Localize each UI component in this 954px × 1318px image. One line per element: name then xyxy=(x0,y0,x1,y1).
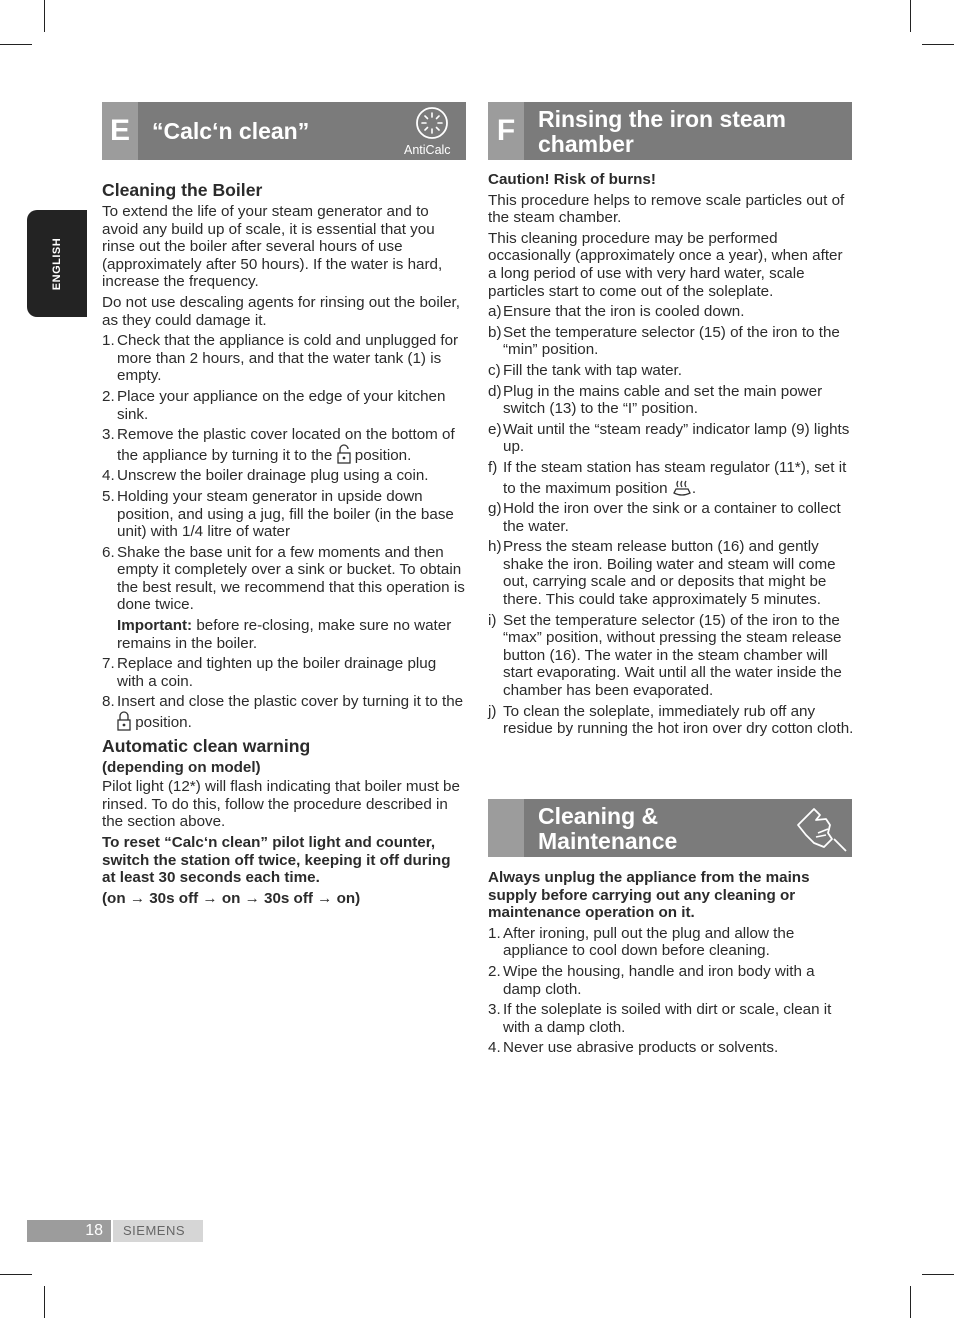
list-item xyxy=(102,332,466,385)
step-text: Set the temperature selector (15) of the iron to the “max” position, without pressing the steam release button (16). The water in the steam chamber will start evaporating. Wait until all the water inside the chamber has been evaporated. xyxy=(503,611,842,700)
list-item xyxy=(102,388,466,423)
cleaning-maintenance-letter-block xyxy=(488,799,524,857)
step-number: 1. xyxy=(488,924,501,942)
section-f-para1: This procedure helps to remove scale particles out of the steam chamber. xyxy=(488,191,845,227)
list-item xyxy=(488,500,854,535)
step-number: 2. xyxy=(488,962,501,980)
step-text: Hold the iron over the sink or a container to collect the water. xyxy=(503,500,841,535)
cleaning-maintenance-header xyxy=(488,799,852,857)
section-f-header xyxy=(488,102,852,160)
max-steam-icon xyxy=(672,477,692,497)
list-item xyxy=(488,1001,854,1036)
list-item xyxy=(102,544,466,653)
step-number: 2. xyxy=(102,387,115,405)
auto-clean-heading: Automatic clean warning xyxy=(102,735,311,756)
hand-wiping-icon xyxy=(794,803,848,853)
list-item xyxy=(102,488,466,541)
brand-label: SIEMENS xyxy=(123,1223,186,1238)
reset-sequence: (on → 30s off → on → 30s off → on) xyxy=(102,889,361,907)
important-label: Important: xyxy=(117,617,193,635)
list-item xyxy=(488,459,854,497)
section-e-body xyxy=(102,180,466,910)
step-text-after: . xyxy=(691,479,697,497)
list-item xyxy=(488,324,854,359)
section-f-body xyxy=(488,171,854,741)
brand-box xyxy=(113,1220,203,1242)
section-e-title: “Calc‘n clean” xyxy=(152,118,310,144)
maintenance-steps xyxy=(488,925,854,1057)
step-text-after: position. xyxy=(135,714,192,732)
list-item xyxy=(488,963,854,998)
step-number: 3. xyxy=(102,426,115,444)
step-text: Place your appliance on the edge of your kitchen sink. xyxy=(117,387,446,423)
step-number: 6. xyxy=(102,543,115,561)
step-letter: i) xyxy=(488,611,497,629)
step-text: Fill the tank with tap water. xyxy=(503,361,682,379)
list-item xyxy=(102,655,466,690)
crop-mark xyxy=(44,0,45,32)
list-item xyxy=(102,693,466,731)
cleaning-maintenance-title-line2: Maintenance xyxy=(538,828,678,854)
list-item xyxy=(488,612,854,700)
rinsing-steps xyxy=(488,303,854,738)
crop-mark xyxy=(0,1274,32,1275)
anticalc-badge-label: AntiCalc xyxy=(404,143,451,157)
step-text: Ensure that the iron is cooled down. xyxy=(503,303,745,321)
step-text: Holding your steam generator in upside down position, and using a jug, fill the boiler (in the base unit) with 1/4 litre of water xyxy=(117,487,454,541)
step-text: Remove the plastic cover located on the bottom of the appliance by turning it to the xyxy=(117,426,455,464)
boiler-intro: To extend the life of your steam generator and to avoid any build up of scale, it is essential that you rinse out the boiler after several hours of use (approximately after 50 hours). If the water is hard, increase the frequency. xyxy=(102,203,443,291)
page-number-box xyxy=(27,1220,111,1242)
step-number: 1. xyxy=(102,332,115,350)
step-text: Never use abrasive products or solvents. xyxy=(503,1039,779,1057)
list-item xyxy=(488,383,854,418)
step-number: 3. xyxy=(488,1001,501,1019)
step-letter: e) xyxy=(488,420,502,438)
boiler-warning: Do not use descaling agents for rinsing out the boiler, as they could damage it. xyxy=(102,293,460,329)
step-letter: c) xyxy=(488,361,501,379)
step-letter: j) xyxy=(488,702,497,720)
list-item xyxy=(488,362,854,380)
list-item xyxy=(102,467,466,485)
auto-clean-subheading: (depending on model) xyxy=(102,758,261,776)
cleaning-maintenance-body xyxy=(488,869,854,1060)
language-tab xyxy=(27,210,87,317)
list-item xyxy=(488,303,854,321)
reset-instructions: To reset “Calc‘n clean” pilot light and counter, switch the station off twice, keeping it off during at least 30 seconds each time. xyxy=(102,834,451,887)
section-f-title-line1: Rinsing the iron steam xyxy=(538,106,786,132)
step-text: After ironing, pull out the plug and allow the appliance to cool down before cleaning. xyxy=(503,924,795,960)
crop-mark xyxy=(910,1286,911,1318)
important-note xyxy=(117,617,466,652)
step-number: 4. xyxy=(488,1039,501,1057)
step-text: Unscrew the boiler drainage plug using a coin. xyxy=(117,467,429,485)
step-number: 4. xyxy=(102,467,115,485)
step-text: If the soleplate is soiled with dirt or scale, clean it with a damp cloth. xyxy=(503,1001,832,1036)
step-letter: b) xyxy=(488,323,502,341)
cleaning-maintenance-title-line1: Cleaning & xyxy=(538,803,659,829)
step-text-after: position. xyxy=(354,446,412,464)
crop-mark xyxy=(922,44,954,45)
page-number: 18 xyxy=(85,1222,103,1239)
step-text: Press the steam release button (16) and gently shake the iron. Boiling water and steam will come out, carrying scale and or deposits that might be there. This could take approximately 5 minutes. xyxy=(503,538,836,609)
section-f-para2: This cleaning procedure may be performed occasionally (approximately once a year), when after a long period of use with very hard water, scale particles start to come out of the soleplate. xyxy=(488,229,843,300)
unlock-icon xyxy=(337,444,351,464)
crop-mark xyxy=(0,44,32,45)
page-footer xyxy=(27,1220,203,1242)
crop-mark xyxy=(910,0,911,32)
step-text: Shake the base unit for a few moments and then empty it completely over a sink or bucket. To obtain the best result, we recommend that this operation is done twice. xyxy=(117,543,465,614)
language-tab-label: ENGLISH xyxy=(51,237,63,291)
step-text: Check that the appliance is cold and unplugged for more than 2 hours, and that the water tank (1) is empty. xyxy=(117,332,459,385)
step-text: Set the temperature selector (15) of the iron to the “min” position. xyxy=(503,323,840,359)
list-item xyxy=(488,538,854,608)
boiler-heading: Cleaning the Boiler xyxy=(102,180,263,200)
lock-icon xyxy=(117,711,131,731)
step-letter: h) xyxy=(488,538,502,556)
auto-clean-text: Pilot light (12*) will flash indicating that boiler must be rinsed. To do this, follow the procedure described in the section above. xyxy=(102,778,460,831)
anticalc-icon xyxy=(414,105,450,141)
list-item xyxy=(488,703,854,738)
list-item xyxy=(488,1039,854,1057)
caution-text: Caution! Risk of burns! xyxy=(488,171,656,188)
section-e-letter: E xyxy=(102,102,138,160)
step-number: 8. xyxy=(102,693,115,711)
step-text: To clean the soleplate, immediately rub off any residue by running the hot iron over dry cotton cloth. xyxy=(503,702,854,738)
unplug-warning: Always unplug the appliance from the mains supply before carrying out any cleaning or maintenance operation on it. xyxy=(488,869,810,922)
crop-mark xyxy=(922,1274,954,1275)
list-item xyxy=(488,925,854,960)
step-text: Wipe the housing, handle and iron body with a damp cloth. xyxy=(503,962,815,998)
step-text: Wait until the “steam ready” indicator lamp (9) lights up. xyxy=(503,420,850,456)
list-item xyxy=(102,426,466,464)
step-text: If the steam station has steam regulator (11*), set it to the maximum position xyxy=(503,458,847,497)
step-letter: g) xyxy=(488,500,502,518)
boiler-steps xyxy=(102,332,466,731)
crop-mark xyxy=(44,1286,45,1318)
step-number: 7. xyxy=(102,655,115,673)
section-f-letter: F xyxy=(488,102,524,160)
important-text: before re-closing, make sure no water remains in the boiler. xyxy=(117,617,452,652)
section-f-title-line2: chamber xyxy=(538,131,634,157)
step-text: Plug in the mains cable and set the main power switch (13) to the “I” position. xyxy=(503,382,823,418)
list-item xyxy=(488,421,854,456)
section-e-header xyxy=(102,102,466,160)
step-letter: a) xyxy=(488,303,502,321)
step-number: 5. xyxy=(102,487,115,505)
step-text: Replace and tighten up the boiler drainage plug with a coin. xyxy=(117,655,437,690)
step-letter: f) xyxy=(488,458,498,476)
step-letter: d) xyxy=(488,382,502,400)
step-text: Insert and close the plastic cover by turning it to the xyxy=(117,693,464,711)
